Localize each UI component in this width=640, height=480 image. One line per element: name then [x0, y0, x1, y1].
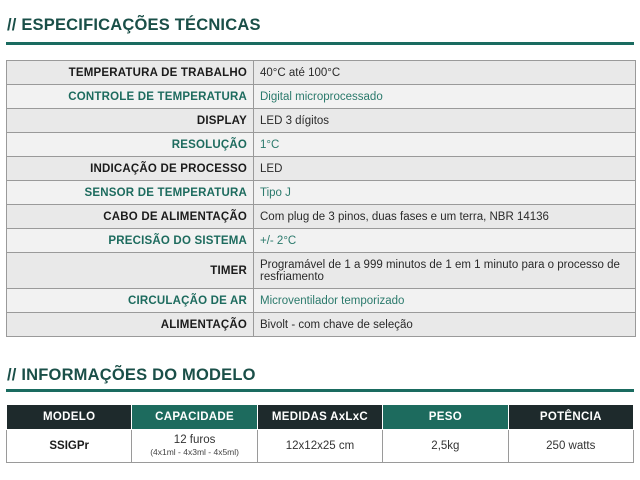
spec-row-indicacao-processo	[7, 157, 636, 181]
header-potencia: POTÊNCIA	[508, 405, 633, 430]
spec-row-alimentacao	[7, 313, 636, 337]
spec-row-controle-temperatura	[7, 85, 636, 109]
spec-value: +/- 2°C	[254, 229, 636, 253]
spec-key: ALIMENTAÇÃO	[7, 313, 254, 337]
model-title-divider	[6, 389, 634, 392]
spec-row-timer	[7, 253, 636, 289]
spec-row-sensor-temperatura	[7, 181, 636, 205]
spec-row-display	[7, 109, 636, 133]
spec-row-circulacao-ar	[7, 289, 636, 313]
specs-section-title: // ESPECIFICAÇÕES TÉCNICAS	[7, 16, 261, 34]
spec-key: TIMER	[7, 253, 254, 289]
spec-value: Com plug de 3 pinos, duas fases e um terra, NBR 14136	[254, 205, 636, 229]
header-medidas: MEDIDAS AxLxC	[257, 405, 382, 430]
spec-key: INDICAÇÃO DE PROCESSO	[7, 157, 254, 181]
header-capacidade: CAPACIDADE	[132, 405, 257, 430]
spec-value: Microventilador temporizado	[254, 289, 636, 313]
spec-value: 40°C até 100°C	[254, 61, 636, 85]
spec-key: DISPLAY	[7, 109, 254, 133]
header-modelo: MODELO	[7, 405, 132, 430]
header-peso: PESO	[383, 405, 508, 430]
model-table	[6, 404, 634, 463]
spec-key: SENSOR DE TEMPERATURA	[7, 181, 254, 205]
capacidade-detalhe: (4x1ml - 4x3ml - 4x5ml)	[150, 447, 239, 457]
spec-row-precisao-sistema	[7, 229, 636, 253]
model-section-title: // INFORMAÇÕES DO MODELO	[7, 366, 256, 384]
cell-capacidade	[132, 430, 257, 463]
spec-key: CONTROLE DE TEMPERATURA	[7, 85, 254, 109]
spec-key: RESOLUÇÃO	[7, 133, 254, 157]
capacidade-main: 12 furos	[173, 434, 216, 446]
spec-key: PRECISÃO DO SISTEMA	[7, 229, 254, 253]
specs-title-divider	[6, 42, 634, 45]
spec-value: 1°C	[254, 133, 636, 157]
spec-key: TEMPERATURA DE TRABALHO	[7, 61, 254, 85]
spec-row-resolucao	[7, 133, 636, 157]
spec-value: LED	[254, 157, 636, 181]
model-header-row	[7, 405, 634, 430]
spec-value: Programável de 1 a 999 minutos de 1 em 1 minuto para o processo de resfriamento	[254, 253, 636, 289]
model-data-row	[7, 430, 634, 463]
spec-value: Bivolt - com chave de seleção	[254, 313, 636, 337]
cell-modelo: SSIGPr	[7, 430, 132, 463]
specs-table	[6, 60, 636, 337]
cell-medidas: 12x12x25 cm	[257, 430, 382, 463]
spec-row-temperatura-trabalho	[7, 61, 636, 85]
cell-peso: 2,5kg	[383, 430, 508, 463]
spec-value: Tipo J	[254, 181, 636, 205]
spec-value: LED 3 dígitos	[254, 109, 636, 133]
spec-key: CABO DE ALIMENTAÇÃO	[7, 205, 254, 229]
spec-key: CIRCULAÇÃO DE AR	[7, 289, 254, 313]
spec-row-cabo-alimentacao	[7, 205, 636, 229]
cell-potencia: 250 watts	[508, 430, 633, 463]
spec-value: Digital microprocessado	[254, 85, 636, 109]
